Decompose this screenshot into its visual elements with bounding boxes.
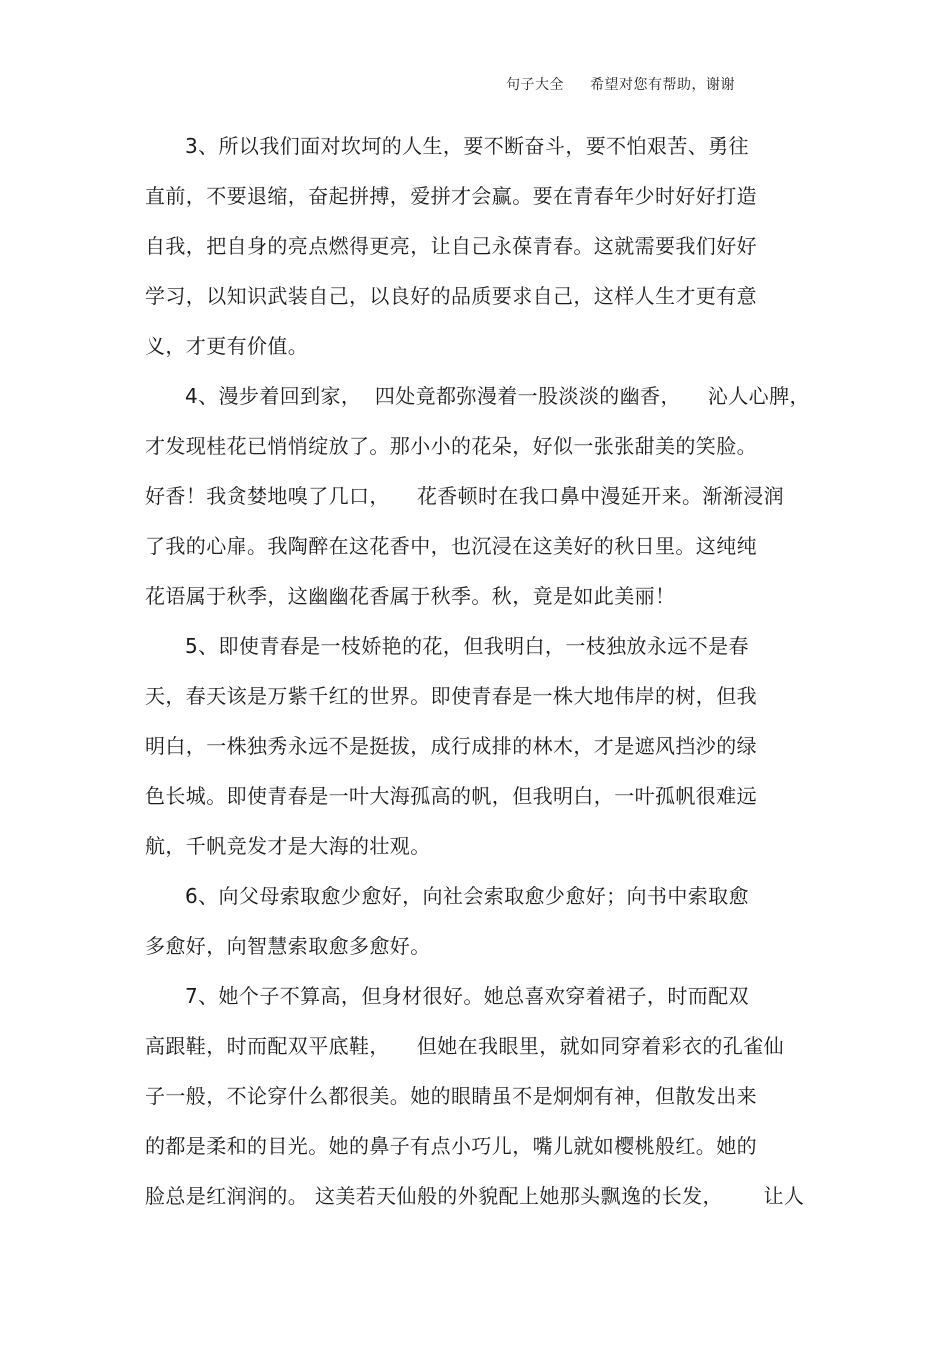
- paragraph-3-line-1: 3、所以我们面对坎坷的人生，要不断奋斗，要不怕艰苦、勇往: [185, 134, 749, 158]
- paragraph-4-line-3: 好香！我贪婪地嗅了几口， 花香顿时在我口鼻中漫延开来。渐渐浸润: [145, 484, 785, 508]
- paragraph-5-line-3: 明白，一株独秀永远不是挺拔，成行成排的林木，才是遮风挡沙的绿: [145, 734, 757, 758]
- paragraph-3-line-2: 直前，不要退缩，奋起拼搏，爱拼才会赢。要在青春年少时好好打造: [145, 184, 757, 208]
- paragraph-7-line-4: 的都是柔和的目光。她的鼻子有点小巧儿，嘴儿就如樱桃般红。她的: [145, 1134, 757, 1158]
- paragraph-7-line-3: 子一般，不论穿什么都很美。她的眼睛虽不是炯炯有神，但散发出来: [145, 1084, 757, 1108]
- paragraph-7-line-5: 脸总是红润润的。 这美若天仙般的外貌配上她那头飘逸的长发， 让人: [145, 1184, 805, 1208]
- paragraph-5-line-4: 色长城。即使青春是一叶大海孤高的帆，但我明白，一叶孤帆很难远: [145, 784, 757, 808]
- paragraph-3-line-5: 义，才更有价值。: [145, 334, 309, 358]
- paragraph-4-line-5: 花语属于秋季，这幽幽花香属于秋季。秋，竟是如此美丽！: [145, 584, 676, 608]
- header-right-text: 希望对您有帮助，谢谢: [590, 77, 735, 93]
- paragraph-5-line-2: 天，春天该是万紫千红的世界。即使青春是一株大地伟岸的树，但我: [145, 684, 757, 708]
- paragraph-5-line-5: 航，千帆竞发才是大海的壮观。: [145, 834, 431, 858]
- page-header: [506, 74, 735, 94]
- header-left-text: 句子大全: [506, 77, 564, 93]
- paragraph-7-line-1: 7、她个子不算高，但身材很好。她总喜欢穿着裙子，时而配双: [185, 984, 749, 1008]
- paragraph-4-line-2: 才发现桂花已悄悄绽放了。那小小的花朵，好似一张张甜美的笑脸。: [145, 434, 757, 458]
- article-body: [145, 121, 815, 1221]
- paragraph-7-line-2: 高跟鞋，时而配双平底鞋， 但她在我眼里，就如同穿着彩衣的孔雀仙: [145, 1034, 785, 1058]
- paragraph-4-line-1: 4、漫步着回到家， 四处竟都弥漫着一股淡淡的幽香， 沁人心脾，: [185, 384, 810, 408]
- paragraph-6-line-2: 多愈好，向智慧索取愈多愈好。: [145, 934, 431, 958]
- paragraph-3-line-4: 学习，以知识武装自己，以良好的品质要求自己，这样人生才更有意: [145, 284, 757, 308]
- paragraph-3-line-3: 自我，把自身的亮点燃得更亮，让自己永葆青春。这就需要我们好好: [145, 234, 757, 258]
- paragraph-4-line-4: 了我的心扉。我陶醉在这花香中，也沉浸在这美好的秋日里。这纯纯: [145, 534, 757, 558]
- paragraph-5-line-1: 5、即使青春是一枝娇艳的花，但我明白，一枝独放永远不是春: [185, 634, 749, 658]
- paragraph-6-line-1: 6、向父母索取愈少愈好，向社会索取愈少愈好；向书中索取愈: [185, 884, 749, 908]
